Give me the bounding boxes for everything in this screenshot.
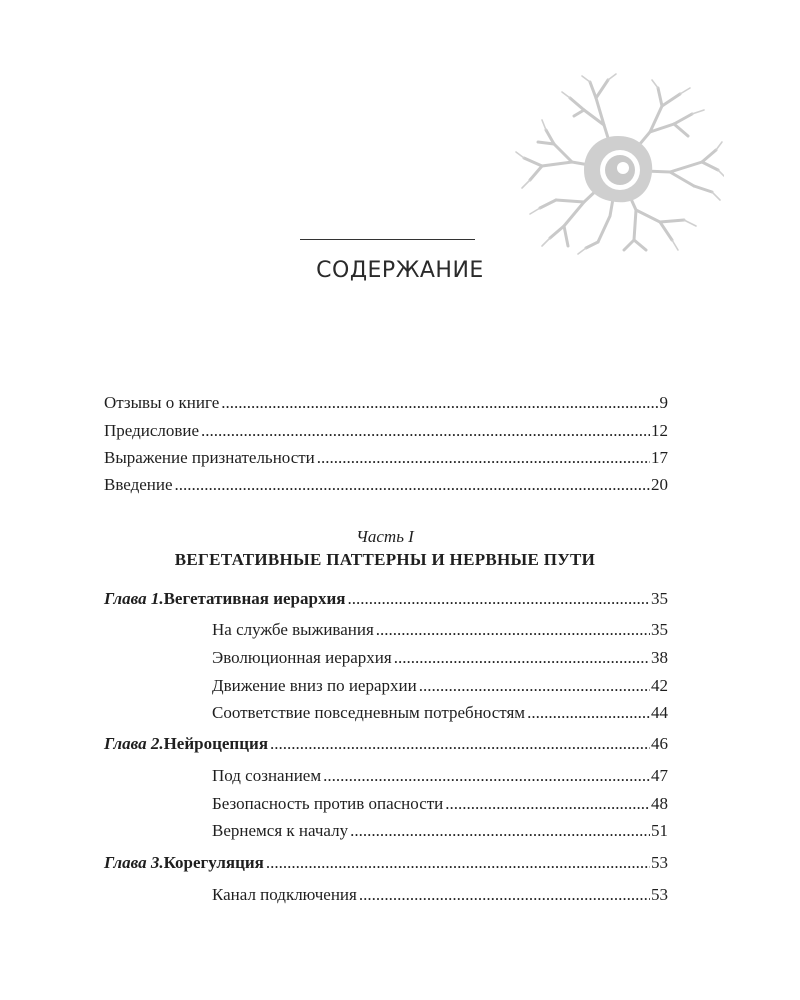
chapter-title: Нейроцепция	[163, 734, 269, 753]
toc-leader	[347, 589, 650, 609]
toc-entry[interactable]	[104, 393, 668, 413]
toc-chapter-entry[interactable]	[104, 734, 668, 754]
toc-leader	[527, 703, 650, 723]
toc-entry-label: Отзывы о книге	[104, 393, 220, 412]
section-title: Вернемся к началу	[212, 821, 349, 840]
toc-leader	[221, 393, 658, 413]
toc-entry-label: Предисловие	[104, 421, 200, 440]
toc-section-entry[interactable]	[212, 648, 668, 668]
toc-entry[interactable]	[104, 421, 668, 441]
section-title: Безопасность против опасности	[212, 794, 444, 813]
chapter-title: Корегуляция	[163, 853, 264, 872]
toc-leader	[266, 853, 650, 873]
chapter-number: Глава 1.	[104, 589, 164, 608]
toc-leader	[419, 676, 650, 696]
toc-entry[interactable]	[104, 475, 668, 495]
toc-section-entry[interactable]	[212, 794, 668, 814]
toc-entry-label: Введение	[104, 475, 173, 494]
toc-leader	[317, 448, 650, 468]
toc-page-number: 20	[651, 475, 668, 494]
toc-section-entry[interactable]	[212, 703, 668, 723]
toc-chapter-entry[interactable]	[104, 589, 668, 609]
chapter-number: Глава 2.	[104, 734, 164, 753]
toc-page-number: 46	[651, 734, 668, 753]
toc-page-number: 47	[651, 766, 668, 785]
toc-leader	[350, 821, 650, 841]
toc-page-number: 38	[651, 648, 668, 667]
toc-page-number: 51	[651, 821, 668, 840]
toc-leader	[323, 766, 650, 786]
toc-page-number: 35	[651, 620, 668, 639]
section-title: Под сознанием	[212, 766, 322, 785]
toc-section-entry[interactable]	[212, 885, 668, 905]
toc-section-entry[interactable]	[212, 620, 668, 640]
section-title: Соответствие повседневным потребностям	[212, 703, 526, 722]
toc-leader	[270, 734, 650, 754]
toc-page-number: 44	[651, 703, 668, 722]
toc-section-entry[interactable]	[212, 821, 668, 841]
toc-page-number: 53	[651, 853, 668, 872]
chapter-title: Вегетативная иерархия	[163, 589, 346, 608]
toc-page-number: 53	[651, 885, 668, 904]
page-title: СОДЕРЖАНИЕ	[316, 258, 484, 283]
toc-page-number: 12	[651, 421, 668, 440]
toc-leader	[376, 620, 650, 640]
toc-section-entry[interactable]	[212, 676, 668, 696]
neuron-icon	[512, 70, 724, 255]
toc-page-number: 48	[651, 794, 668, 813]
toc-page-number: 42	[651, 676, 668, 695]
toc-leader	[359, 885, 650, 905]
toc-page-number: 17	[651, 448, 668, 467]
part-label: Часть I	[356, 527, 414, 546]
toc-page-number: 9	[659, 393, 668, 412]
section-title: На службе выживания	[212, 620, 374, 639]
toc-entry-label: Выражение признательности	[104, 448, 315, 467]
section-title: Движение вниз по иерархии	[212, 676, 417, 695]
part-title: ВЕГЕТАТИВНЫЕ ПАТТЕРНЫ И НЕРВНЫЕ ПУТИ	[174, 550, 596, 569]
toc-chapter-entry[interactable]	[104, 853, 668, 873]
toc-page-number: 35	[651, 589, 668, 608]
section-title: Эволюционная иерархия	[212, 648, 392, 667]
chapter-number: Глава 3.	[104, 853, 164, 872]
section-title: Канал подключения	[212, 885, 357, 904]
toc-leader	[445, 794, 650, 814]
toc-leader	[175, 475, 650, 495]
toc-leader	[394, 648, 650, 668]
toc-leader	[201, 421, 650, 441]
toc-entry[interactable]	[104, 448, 668, 468]
toc-section-entry[interactable]	[212, 766, 668, 786]
title-rule	[300, 239, 475, 240]
